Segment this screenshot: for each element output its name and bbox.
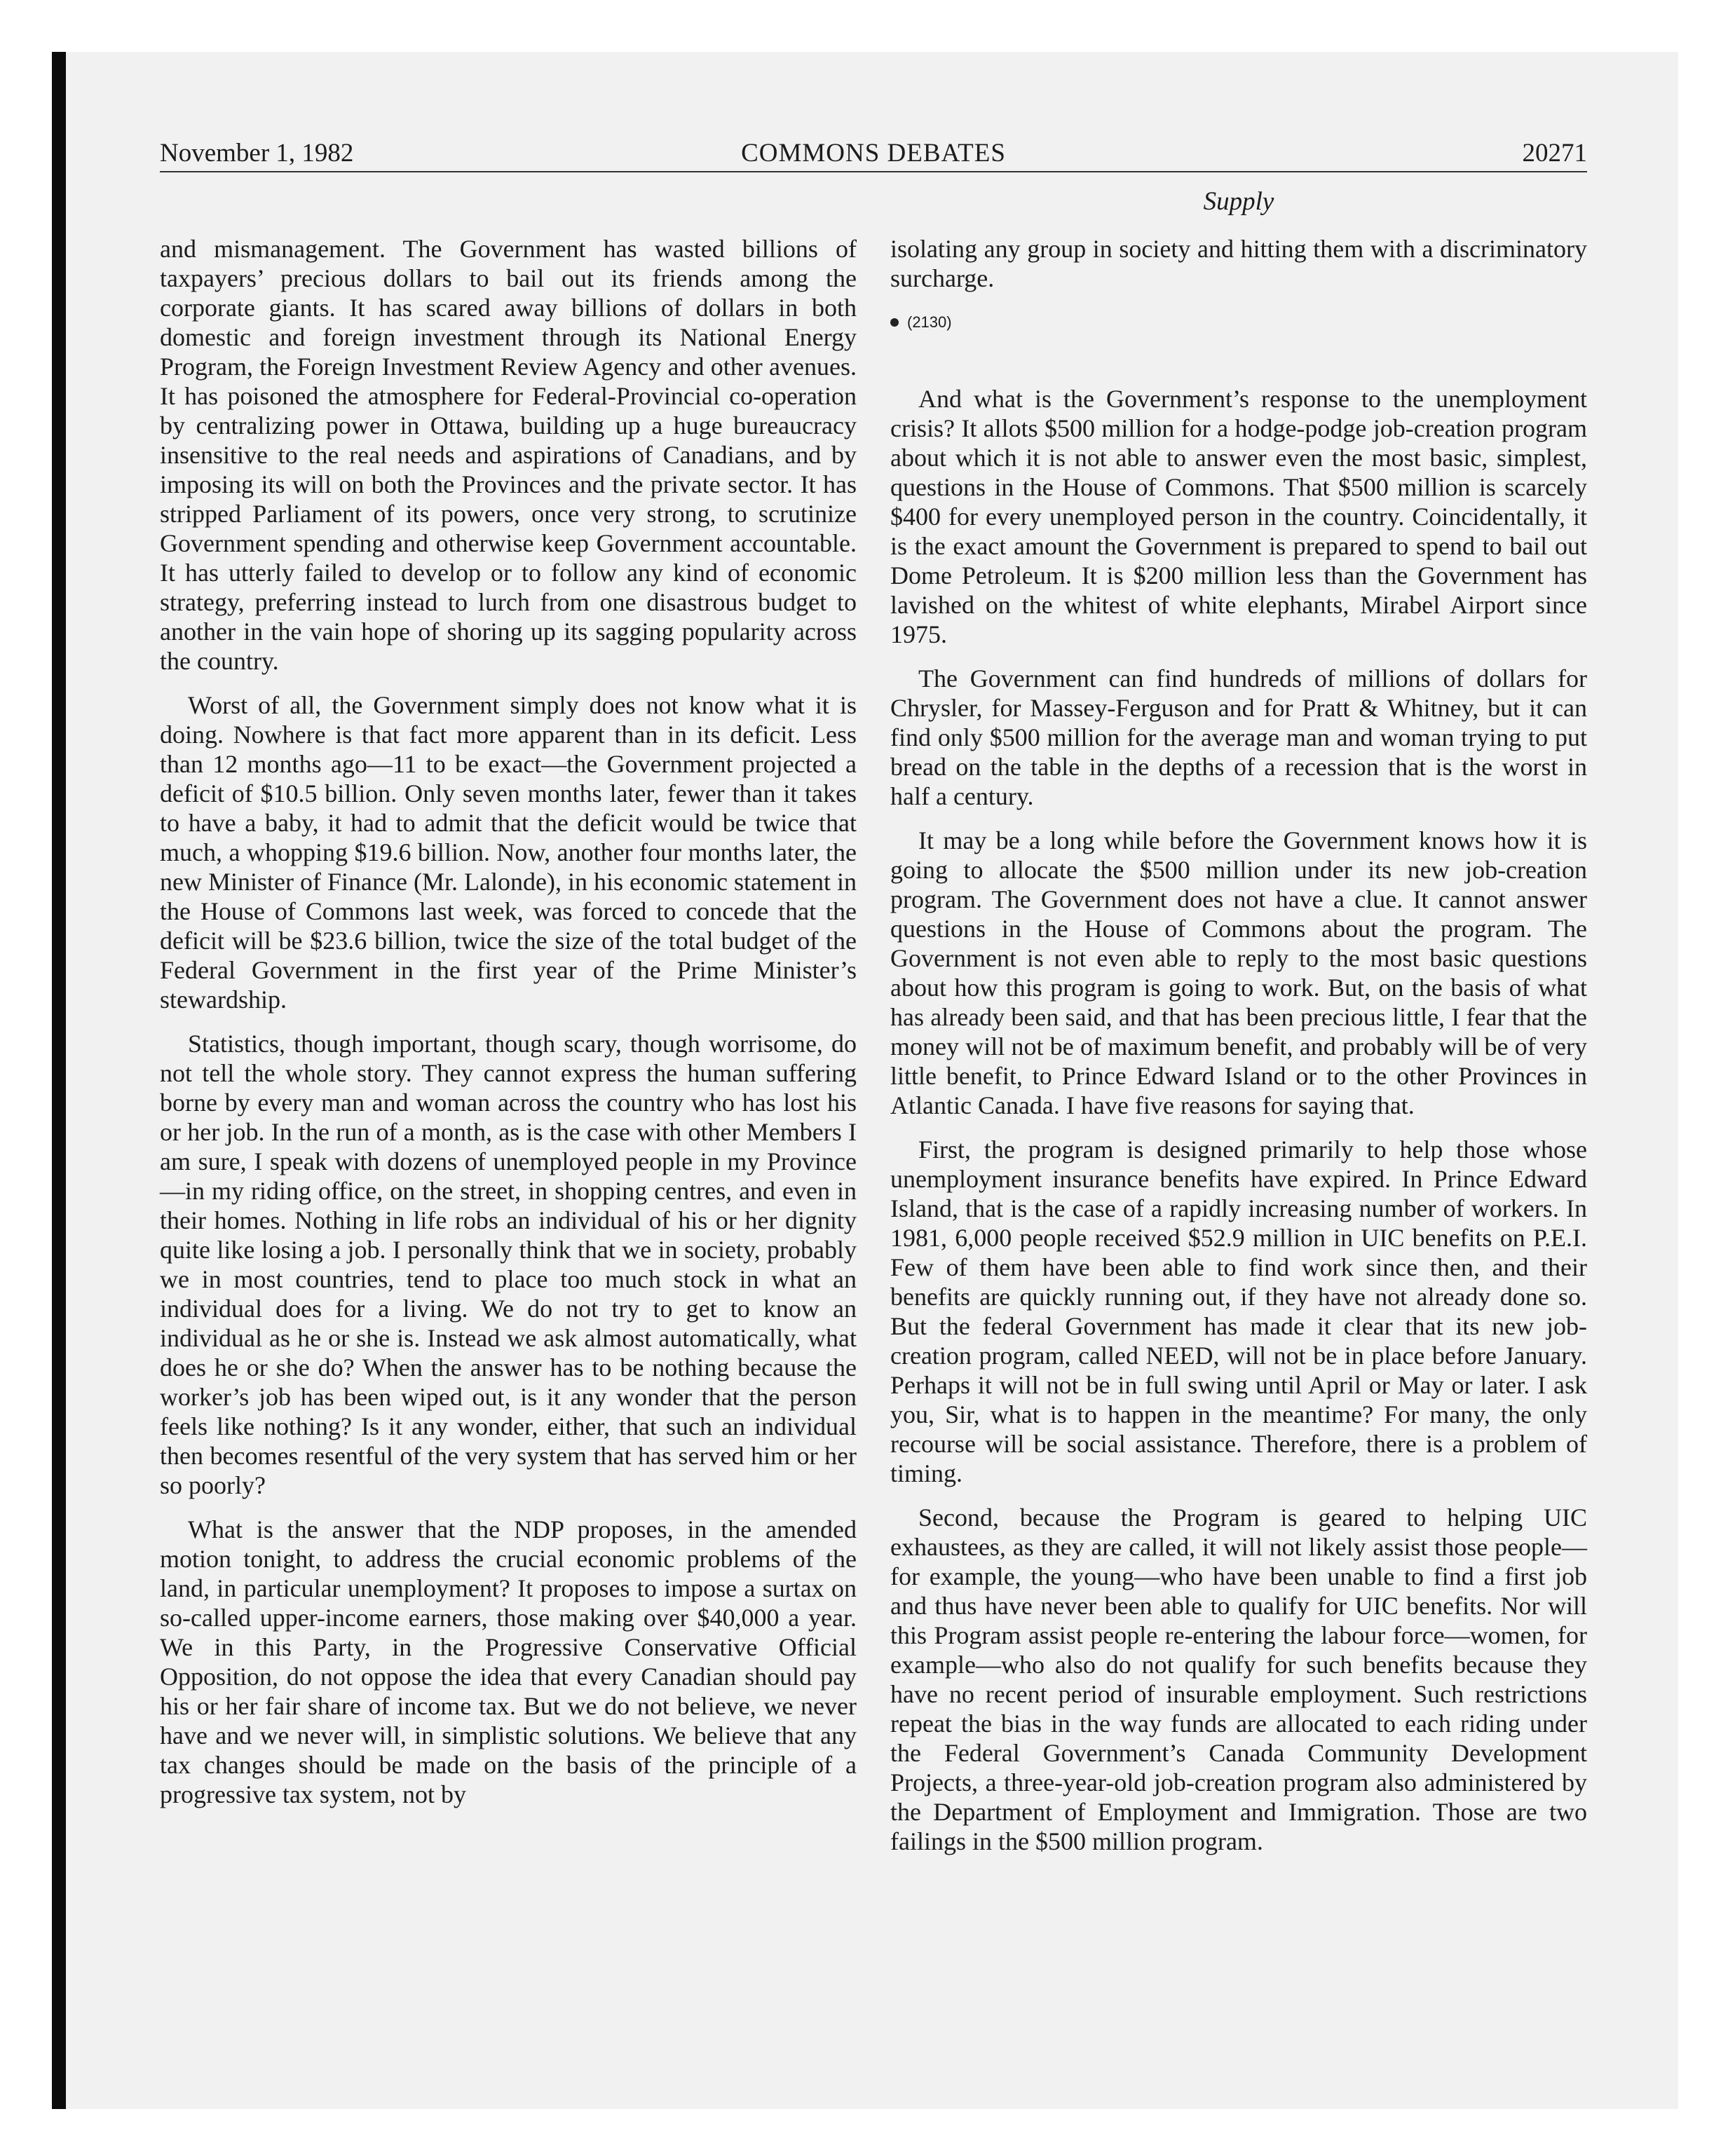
section-title: Supply [1203,187,1274,216]
left-column [160,234,857,1824]
page-header [160,136,1587,172]
paragraph: First, the program is designed primarily to help those whose unemployment insurance benefits have expired. In Prince Edward Island, that is the case of a rapidly increasing number of workers. In 1981, 6,000 people received $52.9 million in UIC benefits on P.E.I. Few of them have been able to find work since then, and their benefits are quickly running out, if they have not already done so. But the federal Government has made it clear that its new job-creation program, called NEED, will not be in place before January. Perhaps it will not be in full swing until April or May or later. I ask you, Sir, what is to happen in the meantime? For many, the only recourse will be social assistance. Therefore, there is a problem of timing. [890,1135,1587,1487]
paragraph: Second, because the Program is geared to helping UIC exhaustees, as they are called, it will not likely assist those people—for example, the young—who have been unable to find a first job and thus have never been able to qualify for UIC benefits. Nor will this Program assist people re-entering the labour force—women, for example—who also do not qualify for such benefits because they have no recent period of insurable employment. Such restrictions repeat the bias in the way funds are allocated to each riding under the Federal Government’s Canada Community Development Projects, a three-year-old job-creation program also administered by the Department of Employment and Immigration. Those are two failings in the $500 million program. [890,1503,1587,1855]
paragraph: And what is the Government’s response to the unemployment crisis? It allots $500 million for a hodge-podge job-creation program about which it is not able to answer even the most basic, simplest, questions in the House of Commons. That $500 million is scarcely $400 for every unemployed person in the country. Coincidentally, it is the exact amount the Government is prepared to spend to bail out Dome Petroleum. It is $200 million less than the Government has lavished on the whitest of white elephants, Mirabel Airport since 1975. [890,385,1587,648]
time-marker-text: (2130) [907,313,952,331]
paragraph: The Government can find hundreds of millions of dollars for Chrysler, for Massey-Ferguson and for Pratt & Whitney, but it can find only $500 million for the average man and woman trying to put bread on the table in the depths of a recession that is the worst in half a century. [890,664,1587,810]
paragraph: Worst of all, the Government simply does not know what it is doing. Nowhere is that fact more apparent than in its deficit. Less than 12 months ago—11 to be exact—the Government projected a deficit of $10.5 billion. Only seven months later, fewer than it takes to have a baby, it had to admit that the deficit would be twice that much, a whopping $19.6 billion. Now, another four months later, the new Minister of Finance (Mr. Lalonde), in his economic statement in the House of Commons last week, was forced to concede that the deficit will be $23.6 billion, twice the size of the total budget of the Federal Government in the first year of the Prime Minister’s stewardship. [160,691,857,1014]
paragraph: Statistics, though important, though scary, though worrisome, do not tell the whole story. They cannot express the human suffering borne by every man and woman across the country who has lost his or her job. In the run of a month, as is the case with other Members I am sure, I speak with dozens of unemployed people in my Province—in my riding office, on the street, in shopping centres, and even in their homes. Nothing in life robs an individual of his or her dignity quite like losing a job. I personally think that we in society, probably we in most countries, tend to place too much stock in what an individual does for a living. We do not try to get to know an individual as he or she is. Instead we ask almost automatically, what does he or she do? When the answer has to be nothing because the worker’s job has been wiped out, is it any wonder that the person feels like nothing? Is it any wonder, either, that such an individual then becomes resentful of the very system that has served him or her so poorly? [160,1030,857,1499]
header-title: COMMONS DEBATES [741,139,1006,168]
bullet-icon [890,318,899,327]
paragraph: and mismanagement. The Government has wasted billions of taxpayers’ precious dollars to bail out its friends among the corporate giants. It has scared away billions of dollars in both domestic and foreign investment through its National Energy Program, the Foreign Investment Review Agency and other avenues. It has poisoned the atmosphere for Federal-Provincial co-operation by centralizing power in Ottawa, building up a huge bureaucracy insensitive to the real needs and aspirations of Canadians, and by imposing its will on both the Provinces and the private sector. It has stripped Parliament of its powers, once very strong, to scrutinize Government spending and otherwise keep Government accountable. It has utterly failed to develop or to follow any kind of economic strategy, preferring instead to lurch from one disastrous budget to another in the vain hope of shoring up its sagging popularity across the country. [160,235,857,675]
binding-edge [52,52,66,2109]
header-page-number: 20271 [1522,139,1587,168]
right-column [890,234,1587,1871]
paragraph: It may be a long while before the Government knows how it is going to allocate the $500 million under its new job-creation program. The Government does not have a clue. It cannot answer questions in the House of Commons about the program. The Government is not even able to reply to the most basic questions about how this program is going to work. But, on the basis of what has already been said, and that has been precious little, I fear that the money will not be of maximum benefit, and probably will be of very little benefit, to Prince Edward Island or to the other Provinces in Atlantic Canada. I have five reasons for saying that. [890,826,1587,1119]
paragraph: isolating any group in society and hitting them with a discriminatory surcharge. [890,235,1587,292]
paragraph: What is the answer that the NDP proposes, in the amended motion tonight, to address the crucial economic problems of the land, in particular unemployment? It proposes to impose a surtax on so-called upper-income earners, those making over $40,000 a year. We in this Party, in the Progressive Conservative Official Opposition, do not oppose the idea that every Canadian should pay his or her fair share of income tax. But we do not believe, we never have and we never will, in simplistic solutions. We believe that any tax changes should be made on the basis of the principle of a progressive tax system, not by [160,1515,857,1808]
time-marker [890,311,1587,334]
header-date: November 1, 1982 [160,139,354,168]
